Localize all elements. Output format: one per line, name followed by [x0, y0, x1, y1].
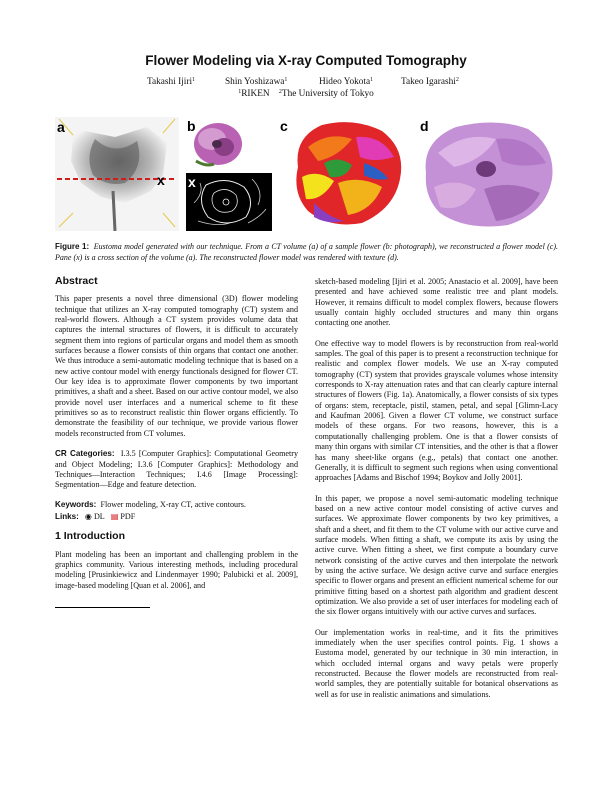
abstract-heading: Abstract	[55, 275, 98, 287]
panel-label-b: b	[187, 118, 196, 134]
keywords: Keywords: Flower modeling, X-ray CT, active contours.	[55, 499, 246, 509]
pdf-link[interactable]: PDF	[120, 511, 136, 521]
abstract-text: This paper presents a novel three dimensional (3D) flower modeling technique that utilizes an X-ray computed tomography (CT) system and real-world flowers. Although a CT system provides volume data that captures the internal structures of flowers, it is difficult to accurately segment them into regions of particular organs and model them as smooth surfaces because a flower consists of thin organs that contact one another. We thus introduce a semi-automatic modeling technique that is based on a new active contour model with energy functionals designed for flower CT. Our key idea is to approximate flower components by two important primitives, a shaft and a sheet. Based on our active contour model, we also provide novel user interfaces and a numerical scheme to fit these primitives so as to reconstruct realistic thin flower organs efficiently. To demonstrate the feasibility of our technique, we provide various flower models reconstructed from CT volumes.	[55, 294, 298, 438]
panel-label-d: d	[420, 118, 429, 134]
author-name: Hideo Yokota$^1$	[319, 77, 374, 87]
affiliation-list: $^1$RIKEN $^2$The University of Tokyo	[238, 89, 374, 99]
author-name: Takeo Igarashi$^2$	[401, 77, 459, 87]
left-column	[55, 276, 298, 591]
paper-title: Flower Modeling via X-ray Computed Tomography	[145, 53, 467, 68]
textured-render-image	[416, 117, 557, 231]
footnote-rule	[55, 607, 150, 608]
links-row: Links: ◉ DL ▤ PDF	[55, 511, 136, 521]
flower-photo	[186, 117, 246, 171]
intro-paragraph: Plant modeling has been an important and challenging problem in the graphics community. Various interesting methods, including procedural modeling [Prusinkiewicz and Lindenmayer 1990; Palubicki et al. 2009], image-based modeling [Quan et al. 2006], and	[55, 549, 298, 590]
pdf-icon[interactable]: ▤	[110, 511, 119, 521]
intro-paragraph: Our implementation works in real-time, and it fits the primitives immediately when the user specifies control points. Fig. 1 shows a Eustoma model, generated by our technique in 30 min interaction, in which occluded internal organs and wavy petals were properly reconstructed. Because the flower models are reconstructed from real-world samples, they are potentially suitable for botanical observations as well as for use in realistic animations and simulations.	[315, 627, 558, 699]
panel-label-x: x	[157, 172, 165, 188]
panel-label-a: a	[57, 119, 65, 135]
author-name: Takashi Ijiri$^1$	[147, 77, 196, 87]
panel-label-c: c	[280, 118, 288, 134]
digital-library-icon[interactable]: ◉	[84, 511, 92, 521]
figure-caption: Figure 1: Eustoma model generated with our technique. From a CT volume (a) of a sample flower (b: photograph), we reconstructed a flower model (c). Pane (x) is a cross section of the volume (a). The reconstructed flower model was rendered with texture (d).	[55, 242, 559, 262]
intro-paragraph: One effective way to model flowers is by reconstruction from real-world samples. The goal of this paper is to present a reconstruction technique for realistic and complex flower models. We use an X-ray computed tomography (CT) system that provides grayscale volumes whose intensity corresponds to X-ray attenuation rates and that can clearly capture internal structures of flowers (Fig. 1a). Anatomically, a flower consists of six types of organs: stem, receptacle, pistil, stamen, petal, and sepal [Glimn-Lacy and Kaufman 2006]. Given a flower CT volume, we construct surface models of these organs. For two reasons, however, this is a computationally challenging problem. One is that a flower consists of many thin organs with similar CT intensities, and the other is that a flower has many sheet-like organs (e.g., petals) that contact one another. Generally, it is difficult to segment such regions when using conventional approaches [Adams and Bischof 1994; Boykov and Jolly 2001].	[315, 338, 558, 483]
right-column	[315, 277, 558, 700]
panel-label-x-section: x	[188, 174, 196, 190]
cr-categories: CR Categories: I.3.5 [Computer Graphics]: Computational Geometry and Object Modeling; I.3.6 [Computer Graphics]: Methodology and Techniques—Interaction Techniques; I.4.6 [Image Processing]: Segmentation—Edge and feature detection.	[55, 449, 299, 490]
dl-link[interactable]: DL	[93, 511, 105, 521]
reconstructed-model-image	[278, 117, 410, 231]
intro-heading: 1 Introduction	[55, 530, 125, 543]
cross-section-image	[186, 173, 272, 231]
author-name: Shin Yoshizawa$^1$	[225, 77, 288, 87]
intro-paragraph: sketch-based modeling [Ijiri et al. 2005; Anastacio et al. 2009], have been presented and have achieved some realistic tree and plant models. However, it remains difficult to model complex flowers, because flowers usually contain highly occluded structures and many thin organs contacting one another.	[315, 277, 558, 328]
figure-1	[55, 117, 557, 232]
intro-paragraph: In this paper, we propose a novel semi-automatic modeling technique based on a new active contour model consisting of active curves and surfaces. We approximate flower components by two key primitives, a shaft and a sheet, and fit them to the CT volume with our active curve and surface models. When fitting a shaft, we compute its axis by using the active curve. When fitting a sheet, we first compute a boundary curve network consisting of the active curves and then interpolate the network by using the active surface. We design active curve and surface energies specific to flower organs and present an efficient numerical scheme for our primitive fitting based on a shortest path algorithm and gradient descent optimization. We also provide a set of user interfaces for modeling each of the six flower organs intuitively with our active curves and surfaces.	[315, 493, 558, 617]
ct-volume-image	[55, 117, 179, 231]
